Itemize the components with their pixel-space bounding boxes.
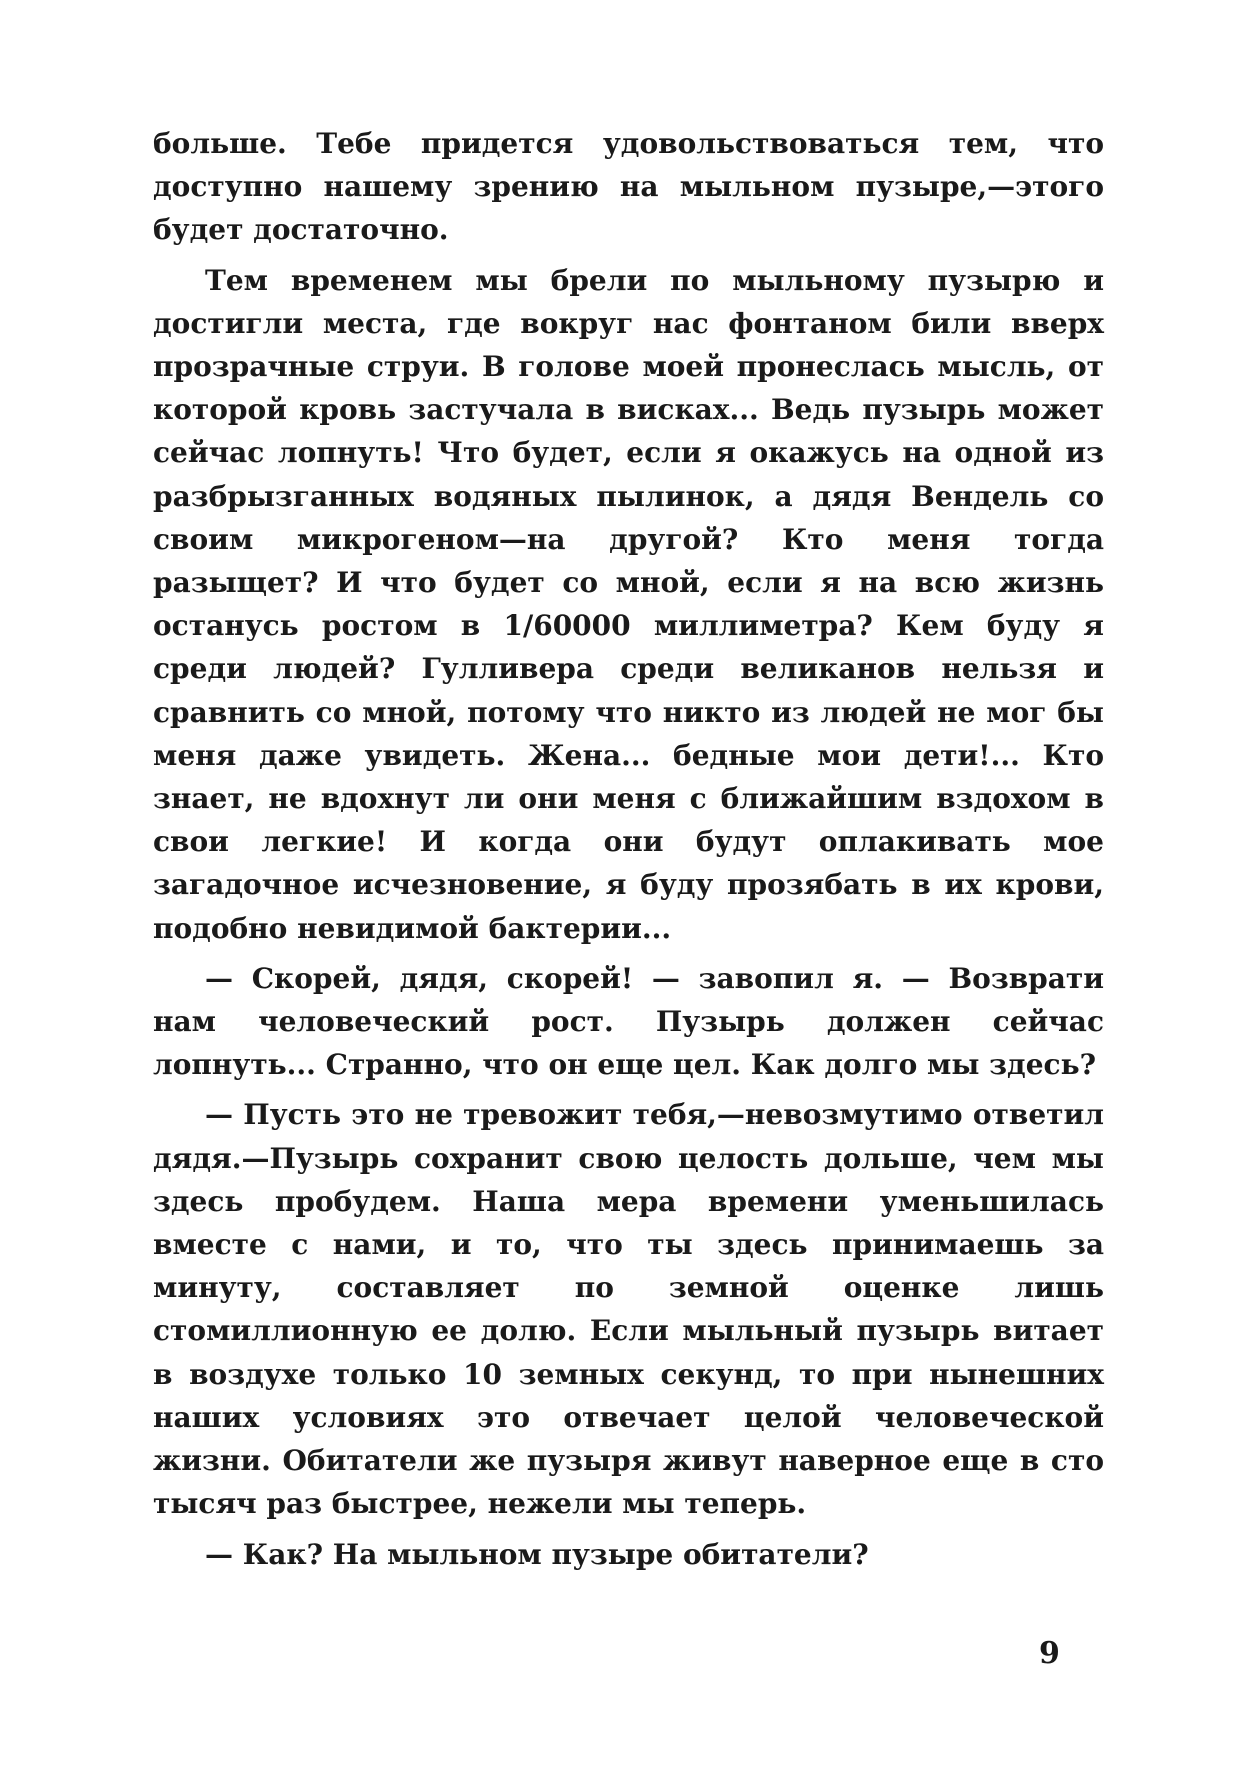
body-text (153, 122, 1104, 1583)
paragraph: больше. Тебе придется удовольствоваться тем, что доступно нашему зрению на мыльном пузыре,—этого будет достаточно. (153, 127, 1104, 247)
dialogue-paragraph: — Пусть это не тревожит тебя,—невозмутимо ответил дядя.—Пузырь сохранит свою целость дольше, чем мы здесь пробудем. Наша мера времени уменьшилась вместе с нами, и то, что ты здесь принимаешь за минуту, составляет по земной оценке лишь стомиллионную ее долю. Если мыльный пузырь витает в воздухе только 10 земных секунд, то при нынешних наших условиях это отвечает целой человеческой жизни. Обитатели же пузыря живут наверное еще в сто тысяч раз быстрее, нежели мы теперь. (153, 1098, 1104, 1521)
dialogue-paragraph: — Скорей, дядя, скорей! — завопил я. — Возврати нам человеческий рост. Пузырь должен сейчас лопнуть... Странно, что он еще цел. Как долго мы здесь? (153, 961, 1104, 1082)
paragraph: Тем временем мы брели по мыльному пузырю и достигли места, где вокруг нас фонтаном били вверх прозрачные струи. В голове моей пронеслась мысль, от которой кровь застучала в висках... Ведь пузырь может сейчас лопнуть! Что будет, если я окажусь на одной из разбрызганных водяных пылинок, а дядя Вендель со своим микрогеном—на другой? Кто меня тогда разыщет? И что будет со мной, если я на всю жизнь останусь ростом в 1/60000 миллиметра? Кем буду я среди людей? Гулливера среди великанов нельзя и сравнить со мной, потому что никто из людей не мог бы меня даже увидеть. Жена... бедные мои дети!... Кто знает, не вдохнут ли они меня с ближайшим вздохом в свои легкие! И когда они будут оплакивать мое загадочное исчезновение, я буду прозябать в их крови, подобно невидимой бактерии... (153, 263, 1104, 945)
page-number: 9 (1039, 1636, 1060, 1671)
dialogue-paragraph: — Как? На мыльном пузыре обитатели? (205, 1537, 869, 1571)
